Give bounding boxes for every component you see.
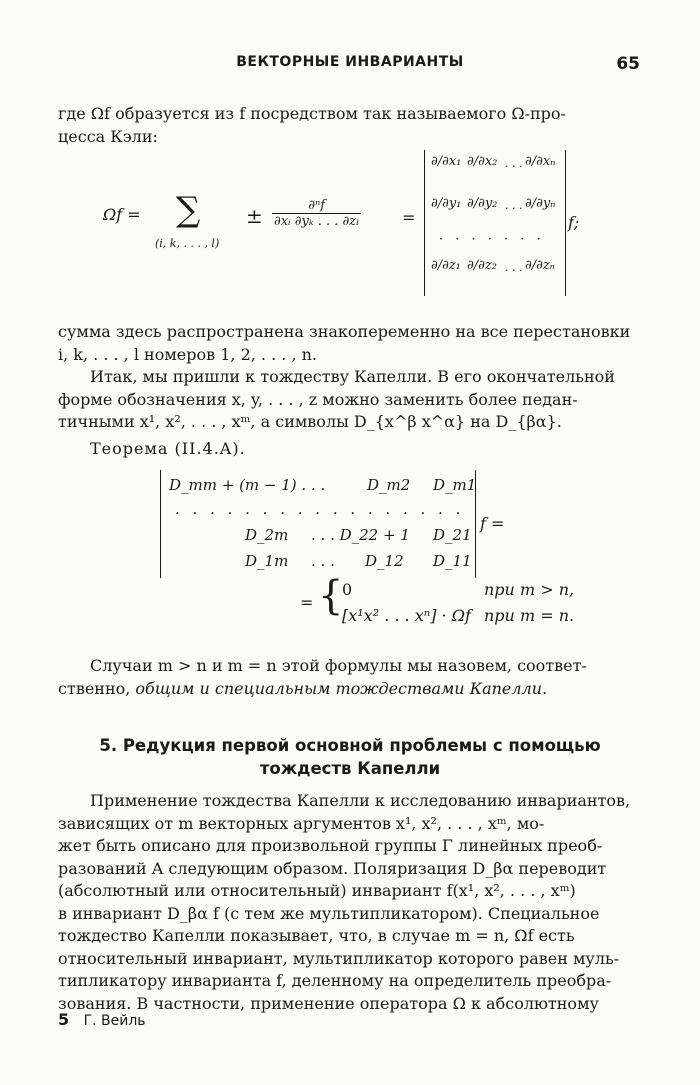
- cap-r4c1: D_1m: [245, 552, 289, 570]
- capelli-brace: {: [318, 573, 344, 619]
- eq1-fraction: [272, 198, 361, 229]
- cap-r3c1: D_2m: [245, 526, 289, 544]
- eq1-tail: f;: [568, 213, 580, 232]
- capelli-determinant: [160, 470, 476, 578]
- paragraph-3-line-1: Случаи m > n и m = n этой формулы мы назовем, соответ-: [90, 656, 587, 675]
- page-number: 65: [616, 54, 640, 74]
- page-footer: [58, 1010, 146, 1029]
- paragraph-2-line-2: i, k, . . . , l номеров 1, 2, . . . , n.: [58, 344, 318, 364]
- eq1-lhs: Ωf =: [103, 205, 141, 224]
- theorem-label: Теорема (II.4.A).: [90, 439, 246, 458]
- det-r4c2: ∂/∂z₂: [467, 258, 497, 273]
- signature-mark: 5: [58, 1010, 70, 1029]
- p4-line: Применение тождества Капелли к исследованию инвариантов,: [90, 791, 631, 810]
- cap-r1c1: D_mm + (m − 1) . . .: [169, 476, 326, 494]
- cap-r4c3: D_12: [365, 552, 404, 570]
- p4-line: в инвариант D_βα f (с тем же мультипликатором). Специальное: [58, 903, 600, 923]
- eq1-frac-num: ∂ⁿf: [272, 198, 361, 214]
- det-r4c4: ∂/∂zₙ: [525, 258, 555, 273]
- section-heading-line-1: 5. Редукция первой основной проблемы с помощью: [99, 736, 601, 755]
- det-r1c2: ∂/∂x₂: [467, 154, 498, 169]
- p4-line: (абсолютный или относительный) инвариант f(x¹, x², . . . , xᵐ): [58, 881, 576, 900]
- p4-line: типликатору инварианта f, деленному на определитель преобра-: [58, 971, 612, 990]
- paragraph-3-line-2: ственно, общим и специальным тождествами Капелли.: [58, 678, 548, 698]
- eq1-pm: ±: [246, 204, 263, 228]
- p4-line: зависящих от m векторных аргументов x¹, x², . . . , xᵐ, мо-: [58, 813, 545, 833]
- paragraph-1-line-2: цесса Кэли:: [58, 126, 158, 146]
- footer-author: Г. Вейль: [83, 1013, 146, 1029]
- det-r2c4: ∂/∂yₙ: [525, 196, 556, 211]
- eq1-equals: =: [402, 208, 416, 227]
- det-r1c4: ∂/∂xₙ: [525, 154, 556, 169]
- det-r4c3: · · ·: [505, 264, 523, 277]
- p4-line: жет быть описано для произвольной группы Γ линейных преоб-: [58, 836, 603, 855]
- det-r1c1: ∂/∂x₁: [431, 154, 462, 169]
- cap-r1c3: D_m1: [433, 476, 477, 494]
- capelli-cases-eq: =: [300, 593, 314, 612]
- det-dots-row: · · · · · · ·: [439, 232, 545, 247]
- eq1-frac-den: ∂xᵢ ∂yₖ . . . ∂zₗ: [274, 214, 360, 229]
- det-r1c3: · · ·: [505, 160, 523, 173]
- running-header: [0, 54, 700, 78]
- case2-condition: при m = n.: [484, 606, 575, 625]
- cap-r1c2: D_m2: [367, 476, 411, 494]
- paragraph-1: [58, 103, 642, 148]
- p4-line: зования. В частности, применение оператора Ω к абсолютному: [58, 993, 599, 1013]
- p4-line: разований A следующим образом. Поляризация D_βα переводит: [58, 858, 607, 878]
- cap-r3c2: . . . D_22 + 1: [311, 526, 410, 544]
- eq1-sigma: ∑: [176, 190, 201, 230]
- det-r2c2: ∂/∂y₂: [467, 196, 498, 211]
- case1-value: 0: [342, 580, 353, 599]
- paragraph-2-line-5: тичными x¹, x², . . . , xᵐ, а символы D_{x^β x^α} на D_{βα}.: [58, 412, 562, 431]
- section-heading-line-2: тождеств Капелли: [259, 759, 441, 778]
- header-title: ВЕКТОРНЫЕ ИНВАРИАНТЫ: [236, 54, 464, 70]
- cap-dots-row: . . . . . . . . . . . . . . . . .: [175, 500, 465, 518]
- paragraph-4: [58, 790, 642, 1015]
- p4-line: относительный инвариант, мультипликатор которого равен муль-: [58, 948, 620, 968]
- case1-condition: при m > n,: [484, 580, 575, 599]
- case2-value: [x¹x² . . . xⁿ] · Ωf: [342, 606, 471, 625]
- paragraph-2-line-3: Итак, мы пришли к тождеству Капелли. В его окончательной: [90, 367, 615, 386]
- paragraph-1-line-1: где Ωf образуется из f посредством так называемого Ω-про-: [58, 104, 566, 123]
- eq1-determinant: [424, 150, 566, 296]
- p4-line: тождество Капелли показывает, что, в случае m = n, Ωf есть: [58, 926, 575, 945]
- eq1-sigma-sub: (i, k, . . . , l): [155, 237, 220, 250]
- cap-r4c2: . . .: [311, 552, 335, 570]
- capelli-f-eq: f =: [480, 514, 505, 533]
- det-r4c1: ∂/∂z₁: [431, 258, 461, 273]
- det-r2c3: · · ·: [505, 202, 523, 215]
- cap-r3c3: D_21: [433, 526, 472, 544]
- cap-r4c4: D_11: [433, 552, 472, 570]
- paragraph-2-line-1: сумма здесь распространена знакопеременно на все перестановки: [58, 322, 631, 341]
- paragraph-3: [58, 655, 642, 700]
- section-heading: [58, 734, 642, 780]
- det-r2c1: ∂/∂y₁: [431, 196, 462, 211]
- paragraph-2: [58, 321, 642, 434]
- paragraph-2-line-4: форме обозначения x, y, . . . , z можно заменить более педан-: [58, 389, 578, 409]
- paragraph-3-italic: общим и специальным тождествами Капелли.: [135, 678, 548, 698]
